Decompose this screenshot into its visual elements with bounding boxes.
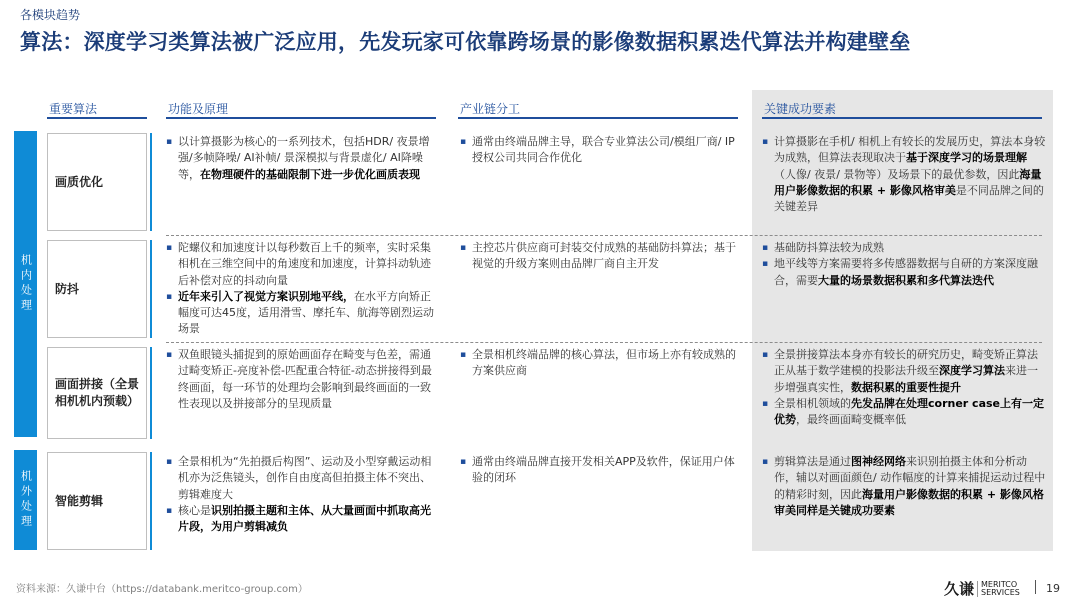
page-title: 算法：深度学习类算法被广泛应用，先发玩家可依靠跨场景的影像数据积累迭代算法并构建壁垒 bbox=[20, 30, 911, 54]
row-label-editing bbox=[47, 452, 147, 550]
row-label-stitching bbox=[47, 347, 147, 439]
cell-chain-stabilization bbox=[460, 240, 736, 273]
bullet-item: ▪ 全景相机为“先拍摄后构图”、运动及小型穿戴运动相机亦为泛焦镜头，创作自由度高但拍摄主体不突出、剪辑难度大 bbox=[166, 454, 440, 503]
cell-key-quality bbox=[762, 134, 1046, 215]
bullet-item: ▪ 双鱼眼镜头捕捉到的原始画面存在畸变与色差，需通过畸变矫正-亮度补偿-匹配重合特征-动态拼接得到最终画面，每一环节的处理均会影响到最终画面的一致性表现以及拼接部分的呈现质量 bbox=[166, 347, 440, 412]
column-underline bbox=[458, 117, 738, 119]
bullet-item: ▪ 全景相机终端品牌的核心算法，但市场上亦有较成熟的方案供应商 bbox=[460, 347, 736, 380]
column-header-chain: 产业链分工 bbox=[460, 102, 521, 116]
row-divider bbox=[166, 342, 1042, 343]
sidebar-out-camera-label: 机外处理 bbox=[19, 470, 33, 530]
row-accent-bar bbox=[150, 452, 152, 550]
cell-key-editing bbox=[762, 454, 1046, 519]
sidebar-in-camera-label: 机内处理 bbox=[19, 254, 33, 314]
cell-chain-stitching bbox=[460, 347, 736, 380]
logo-sub-text: MERITCO SERVICES bbox=[977, 581, 1020, 597]
bullet-item: ▪ 全景相机领域的先发品牌在处理corner case上有一定优势，最终画面畸变概率低 bbox=[762, 396, 1046, 429]
row-label-text: 画面拼接（全景相机机内预载） bbox=[55, 377, 140, 408]
column-underline bbox=[47, 117, 147, 119]
cell-function-editing bbox=[166, 454, 440, 535]
cell-chain-editing bbox=[460, 454, 736, 487]
column-header-function: 功能及原理 bbox=[168, 102, 229, 116]
bullet-item: ▪ 剪辑算法是通过图神经网络来识别拍摄主体和分析动作，辅以对画面颜色/ 动作幅度的计算来捕捉运动过程中的精彩时刻，因此海量用户影像数据的积累 + 影像风格审美同样是关键成功要素 bbox=[762, 454, 1046, 519]
logo-main-text: 久谦 bbox=[944, 580, 975, 598]
row-accent-bar bbox=[150, 240, 152, 338]
bullet-item: ▪ 近年来引入了视觉方案识别地平线，在水平方向矫正幅度可达45度，适用滑雪、摩托车、航海等剧烈运动场景 bbox=[166, 289, 440, 338]
bullet-item: ▪ 基础防抖算法较为成熟 bbox=[762, 240, 1046, 256]
row-label-stabilization bbox=[47, 240, 147, 338]
bullet-item: ▪ 通常由终端品牌主导，联合专业算法公司/模组厂商/ IP授权公司共同合作优化 bbox=[460, 134, 736, 167]
cell-function-stitching bbox=[166, 347, 440, 412]
row-accent-bar bbox=[150, 133, 152, 231]
sidebar-out-camera bbox=[14, 450, 37, 550]
row-label-text: 防抖 bbox=[55, 281, 80, 296]
cell-key-stitching bbox=[762, 347, 1046, 428]
row-label-quality bbox=[47, 133, 147, 231]
bullet-item: ▪ 主控芯片供应商可封装交付成熟的基础防抖算法；基于视觉的升级方案则由品牌厂商自主开发 bbox=[460, 240, 736, 273]
row-divider bbox=[166, 235, 1042, 236]
company-logo bbox=[944, 578, 1020, 599]
cell-chain-quality bbox=[460, 134, 736, 167]
sidebar-in-camera bbox=[14, 131, 37, 437]
column-underline bbox=[166, 117, 436, 119]
bullet-item: ▪ 通常由终端品牌直接开发相关APP及软件，保证用户体验的闭环 bbox=[460, 454, 736, 487]
cell-function-quality bbox=[166, 134, 440, 183]
row-label-text: 智能剪辑 bbox=[55, 493, 104, 508]
bullet-item: ▪ 核心是识别拍摄主题和主体、从大量画面中抓取高光片段，为用户剪辑减负 bbox=[166, 503, 440, 536]
bullet-item: ▪ 计算摄影在手机/ 相机上有较长的发展历史，算法本身较为成熟，但算法表现取决于基于深度学习的场景理解（人像/ 夜景/ 景物等）及场景下的最优参数，因此海量用户影像数据的积累 + 影像风格审美是不同品牌之间的关键差异 bbox=[762, 134, 1046, 215]
bullet-item: ▪ 地平线等方案需要将多传感器数据与自研的方案深度融合，需要大量的场景数据积累和多代算法迭代 bbox=[762, 256, 1046, 289]
source-note: 资料来源：久谦中台（https://databank.meritco-group.com） bbox=[16, 584, 308, 595]
row-label-text: 画质优化 bbox=[55, 174, 104, 189]
column-header-key: 关键成功要素 bbox=[764, 102, 837, 116]
cell-key-stabilization bbox=[762, 240, 1046, 289]
section-tag: 各模块趋势 bbox=[20, 8, 81, 22]
row-accent-bar bbox=[150, 347, 152, 439]
page-number: 19 bbox=[1046, 582, 1060, 595]
cell-function-stabilization bbox=[166, 240, 440, 338]
column-header-algo: 重要算法 bbox=[49, 102, 98, 116]
bullet-item: ▪ 以计算摄影为核心的一系列技术，包括HDR/ 夜景增强/多帧降噪/ AI补帧/ 景深模拟与背景虚化/ AI降噪等，在物理硬件的基础限制下进一步优化画质表现 bbox=[166, 134, 440, 183]
page-separator bbox=[1035, 580, 1036, 594]
column-underline bbox=[762, 117, 1042, 119]
bullet-item: ▪ 陀螺仪和加速度计以每秒数百上千的频率，实时采集相机在三维空间中的角速度和加速度，计算抖动轨迹后补偿对应的抖动向量 bbox=[166, 240, 440, 289]
bullet-item: ▪ 全景拼接算法本身亦有较长的研究历史，畸变矫正算法正从基于数学建模的投影法升级至深度学习算法来进一步增强真实性，数据积累的重要性提升 bbox=[762, 347, 1046, 396]
